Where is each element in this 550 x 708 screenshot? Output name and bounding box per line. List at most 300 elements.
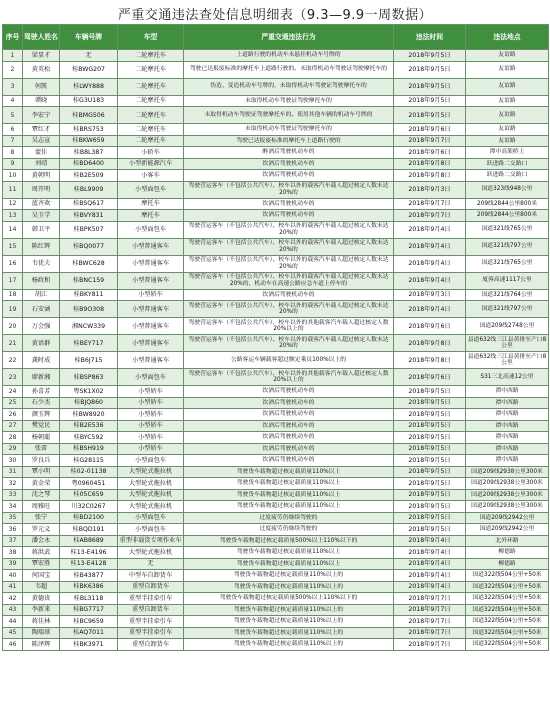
cell-location: 厦蓉高速1117公里 xyxy=(466,272,549,289)
cell-driver-name: 张雷 xyxy=(23,443,60,455)
cell-violation: 驾驶货车载物超过核定载质量110%以上 xyxy=(184,501,394,513)
table-row xyxy=(3,289,549,301)
cell-location: 国道322线504公里+50米 xyxy=(466,604,549,616)
cell-violation: 驾驶已达报废标准的摩托车上道路行驶的 xyxy=(184,135,394,147)
cell-time: 2018年9月5日 xyxy=(394,489,466,501)
cell-driver-name: 张宁 xyxy=(23,512,60,524)
cell-time: 2018年9月4日 xyxy=(394,535,466,547)
cell-violation: 驾驶营运客车（不包括公共汽车）、校车以外的载客汽车载人超过核定人数未达20%的 xyxy=(184,255,394,272)
cell-vehicle-type: 重型非载货专项作业车 xyxy=(118,535,184,547)
cell-vehicle-type: 小型轿车 xyxy=(118,386,184,398)
cell-time: 2018年9月4日 xyxy=(394,221,466,238)
cell-plate: 桂G3U183 xyxy=(60,95,118,107)
cell-plate: 桂BMG506 xyxy=(60,107,118,124)
cell-vehicle-type: 小型新能源汽车 xyxy=(118,158,184,170)
cell-time: 2018年9月4日 xyxy=(394,558,466,570)
cell-driver-name: 廖新湘 xyxy=(23,369,60,386)
table-row xyxy=(3,455,549,467)
cell-time: 2018年9月8日 xyxy=(394,352,466,369)
cell-plate: 桂BD2100 xyxy=(60,512,118,524)
cell-driver-name: 蒙佳 xyxy=(23,147,60,159)
cell-no: 8 xyxy=(3,147,23,159)
cell-violation: 饮酒后驾驶机动车的 xyxy=(184,443,394,455)
cell-no: 37 xyxy=(3,535,23,547)
cell-violation: 驾驶营运客车（不包括公共汽车）、校车以外的其他载客汽车载人超过核定人数20%以上的 xyxy=(184,369,394,386)
table-header-row xyxy=(3,25,549,50)
cell-plate: 桂05C659 xyxy=(60,489,118,501)
cell-violation: 驾驶已达报废标准的摩托车上道路行驶的、未取得机动车驾驶证驾驶摩托车的 xyxy=(184,61,394,78)
cell-violation: 驾驶货车载物超过核定载质量110%以上的 xyxy=(184,581,394,593)
cell-time: 2018年9月4日 xyxy=(394,570,466,582)
cell-time: 2018年9月5日 xyxy=(394,95,466,107)
cell-violation: 饮酒后驾驶机动车的 xyxy=(184,158,394,170)
cell-violation: 饮酒后驾驶机动车的 xyxy=(184,170,394,182)
table-row xyxy=(3,535,549,547)
cell-time: 2018年9月5日 xyxy=(394,432,466,444)
header-violation: 严重交通违法行为 xyxy=(184,25,394,50)
cell-violation: 驾驶营运客车（不包括公共汽车）、校车以外的载客汽车载人超过核定人数未达20%的、机动车在高速公路应急车道上停车的 xyxy=(184,272,394,289)
cell-location: 潭中西路 xyxy=(466,386,549,398)
cell-vehicle-type: 小型轿车 xyxy=(118,409,184,421)
cell-vehicle-type: 小型轿车 xyxy=(118,432,184,444)
cell-no: 42 xyxy=(3,593,23,605)
cell-violation: 驾驶营运客车（不包括公共汽车）、校车以外的载客汽车载人超过核定人数未达20%的 xyxy=(184,238,394,255)
table-row xyxy=(3,593,549,605)
cell-plate: 桂BPK507 xyxy=(60,221,118,238)
cell-no: 28 xyxy=(3,432,23,444)
table-row xyxy=(3,221,549,238)
header-no: 序号 xyxy=(3,25,23,50)
cell-time: 2018年9月4日 xyxy=(394,238,466,255)
cell-vehicle-type: 重型自卸货车 xyxy=(118,604,184,616)
cell-plate: 桂BQD191 xyxy=(60,524,118,536)
cell-location: 国道322线504公里+50米 xyxy=(466,581,549,593)
cell-location: 潭中西路 xyxy=(466,443,549,455)
cell-no: 12 xyxy=(3,198,23,210)
cell-plate: 桂BKY811 xyxy=(60,289,118,301)
cell-plate: 桂BWG207 xyxy=(60,61,118,78)
cell-violation: 饮酒后驾驶机动车的 xyxy=(184,210,394,222)
cell-violation: 驾驶货车载物超过核定载质量500%以上110%以下的 xyxy=(184,593,394,605)
cell-vehicle-type: 小轿车 xyxy=(118,147,184,159)
cell-violation: 饮酒后驾驶机动车的 xyxy=(184,409,394,421)
cell-no: 27 xyxy=(3,420,23,432)
cell-plate: 桂AQ7011 xyxy=(60,627,118,639)
header-time: 违法时间 xyxy=(394,25,466,50)
cell-no: 2 xyxy=(3,61,23,78)
cell-time: 2018年9月6日 xyxy=(394,147,466,159)
cell-violation: 饮酒后驾驶机动车的 xyxy=(184,198,394,210)
cell-vehicle-type: 小型轿车 xyxy=(118,397,184,409)
cell-plate: 桂B9O308 xyxy=(60,301,118,318)
cell-driver-name: 石安涵 xyxy=(23,301,60,318)
table-row xyxy=(3,335,549,352)
cell-plate: 桂BL9909 xyxy=(60,181,118,198)
cell-violation: 驾驶货车载物超过核定载质量110%以上 xyxy=(184,478,394,490)
violation-table xyxy=(2,24,549,651)
cell-no: 43 xyxy=(3,604,23,616)
cell-violation: 驾驶营运客车（不包括公共汽车）、校车以外的载客汽车载人超过核定人数未达20%的 xyxy=(184,181,394,198)
cell-driver-name: 胡江 xyxy=(23,289,60,301)
cell-location: 县道632线三江县黄排至产口8公里 xyxy=(466,335,549,352)
table-row xyxy=(3,170,549,182)
cell-violation: 过度疲劳仍继续驾驶的 xyxy=(184,524,394,536)
cell-location: 国道209线2938公里300米 xyxy=(466,478,549,490)
cell-time: 2018年9月5日 xyxy=(394,443,466,455)
cell-time: 2018年9月3日 xyxy=(394,289,466,301)
cell-driver-name: 黄朝明 xyxy=(23,170,60,182)
table-row xyxy=(3,627,549,639)
cell-vehicle-type: 大型轮式拖拉机 xyxy=(118,489,184,501)
cell-plate: 桂B8L387 xyxy=(60,147,118,159)
cell-vehicle-type: 小型普通客车 xyxy=(118,318,184,335)
cell-violation: 驾驶货车载物超过核定载质量110%以上 xyxy=(184,547,394,559)
cell-time: 2018年9月5日 xyxy=(394,386,466,398)
cell-plate: 桂BL3118 xyxy=(60,593,118,605)
cell-violation: 驾驶货车载物超过核定载质量110%以上的 xyxy=(184,616,394,628)
cell-vehicle-type: 大型轮式拖拉机 xyxy=(118,501,184,513)
table-row xyxy=(3,210,549,222)
cell-time: 2018年9月4日 xyxy=(394,255,466,272)
cell-plate: 桂BWC628 xyxy=(60,255,118,272)
cell-vehicle-type: 小型轿车 xyxy=(118,443,184,455)
cell-plate: 桂BC9659 xyxy=(60,616,118,628)
table-row xyxy=(3,616,549,628)
cell-no: 21 xyxy=(3,335,23,352)
cell-plate: 粤SK1X02 xyxy=(60,386,118,398)
cell-violation: 驾驶营运客车（不包括公共汽车）、校车以外的载客汽车载人超过核定人数未达20%的 xyxy=(184,221,394,238)
cell-plate: 桂BVY831 xyxy=(60,210,118,222)
cell-vehicle-type: 二轮摩托车 xyxy=(118,107,184,124)
table-row xyxy=(3,466,549,478)
cell-vehicle-type: 小型轿车 xyxy=(118,420,184,432)
cell-location: 友谊路 xyxy=(466,50,549,62)
cell-plate: 桂B6J715 xyxy=(60,352,118,369)
table-row xyxy=(3,318,549,335)
cell-location: 友谊路 xyxy=(466,107,549,124)
cell-time: 2018年9月6日 xyxy=(394,369,466,386)
table-row xyxy=(3,158,549,170)
cell-plate: 桂BJQ860 xyxy=(60,397,118,409)
cell-no: 22 xyxy=(3,352,23,369)
cell-plate: 桂BKW659 xyxy=(60,135,118,147)
cell-no: 46 xyxy=(3,639,23,651)
cell-vehicle-type: 二轮摩托车 xyxy=(118,124,184,136)
cell-time: 2018年9月8日 xyxy=(394,335,466,352)
cell-plate: 桂BSH919 xyxy=(60,443,118,455)
table-body xyxy=(3,50,549,651)
cell-driver-name: 韩卫平 xyxy=(23,221,60,238)
table-row xyxy=(3,397,549,409)
cell-driver-name: 樊觉民 xyxy=(23,420,60,432)
cell-driver-name: 陶瑞球 xyxy=(23,627,60,639)
cell-plate: 桂B2E509 xyxy=(60,170,118,182)
cell-plate: 桂02-01138 xyxy=(60,466,118,478)
cell-plate: 桂BSP863 xyxy=(60,369,118,386)
cell-time: 2018年9月5日 xyxy=(394,78,466,95)
table-row xyxy=(3,61,549,78)
cell-driver-name: 蒋洪武 xyxy=(23,547,60,559)
cell-time: 2018年9月7日 xyxy=(394,616,466,628)
cell-location: 国道322线504公里+50米 xyxy=(466,627,549,639)
cell-no: 10 xyxy=(3,170,23,182)
cell-plate: 桂BYC592 xyxy=(60,432,118,444)
cell-plate: 粤0960451 xyxy=(60,478,118,490)
cell-time: 2018年9月4日 xyxy=(394,547,466,559)
cell-vehicle-type: 重型半挂牵引车 xyxy=(118,616,184,628)
cell-no: 41 xyxy=(3,581,23,593)
cell-plate: 桂BD6400 xyxy=(60,158,118,170)
cell-no: 1 xyxy=(3,50,23,62)
cell-vehicle-type: 重型半挂牵引车 xyxy=(118,627,184,639)
cell-violation: 醉酒后驾驶机动车的 xyxy=(184,147,394,159)
cell-violation: 公路客运车辆载客超过额定乘员100%以上的 xyxy=(184,352,394,369)
cell-no: 25 xyxy=(3,397,23,409)
cell-no: 4 xyxy=(3,95,23,107)
cell-time: 2018年9月5日 xyxy=(394,107,466,124)
cell-location: 潭中西路 xyxy=(466,455,549,467)
cell-time: 2018年9月5日 xyxy=(394,409,466,421)
cell-driver-name: 万会强 xyxy=(23,318,60,335)
cell-vehicle-type: 二轮摩托车 xyxy=(118,61,184,78)
table-row xyxy=(3,198,549,210)
table-row xyxy=(3,512,549,524)
cell-driver-name: 覃宏胜 xyxy=(23,558,60,570)
table-row xyxy=(3,639,549,651)
table-row xyxy=(3,432,549,444)
cell-no: 19 xyxy=(3,301,23,318)
cell-location: 国道209线2938公里300米 xyxy=(466,466,549,478)
cell-no: 32 xyxy=(3,478,23,490)
cell-plate: 桂BSQ617 xyxy=(60,198,118,210)
cell-location: 209线2844公里800米 xyxy=(466,198,549,210)
cell-driver-name: 黄金荣 xyxy=(23,478,60,490)
cell-location: 209线2844公里800米 xyxy=(466,210,549,222)
cell-time: 2018年9月5日 xyxy=(394,50,466,62)
cell-violation: 饮酒后驾驶机动车的 xyxy=(184,420,394,432)
cell-location: 国道321线765公里 xyxy=(466,221,549,238)
cell-plate: 桂BK6386 xyxy=(60,581,118,593)
cell-time: 2018年9月5日 xyxy=(394,420,466,432)
table-row xyxy=(3,107,549,124)
cell-location: 潭中高架桥上 xyxy=(466,147,549,159)
cell-location: 跃进路二交路口 xyxy=(466,170,549,182)
cell-no: 29 xyxy=(3,443,23,455)
table-row xyxy=(3,420,549,432)
cell-vehicle-type: 重型半挂牵引车 xyxy=(118,593,184,605)
cell-location: 柳德路 xyxy=(466,558,549,570)
cell-no: 26 xyxy=(3,409,23,421)
cell-driver-name: 蒋佳林 xyxy=(23,616,60,628)
cell-no: 15 xyxy=(3,238,23,255)
cell-location: 国道209线2938公里300米 xyxy=(466,501,549,513)
cell-location: 国道322线504公里+50米 xyxy=(466,616,549,628)
cell-violation: 饮酒后驾驶机动车的 xyxy=(184,397,394,409)
cell-location: 国道321线797公里 xyxy=(466,301,549,318)
cell-plate: 无 xyxy=(60,50,118,62)
cell-time: 2018年9月5日 xyxy=(394,501,466,513)
cell-violation: 驾驶营运客车（不包括公共汽车）、校车以外的载客汽车载人超过核定人数未达20%的 xyxy=(184,301,394,318)
cell-driver-name: 杨政和 xyxy=(23,272,60,289)
cell-no: 13 xyxy=(3,210,23,222)
cell-plate: 桂BNC159 xyxy=(60,272,118,289)
cell-vehicle-type: 小型普通客车 xyxy=(118,352,184,369)
table-row xyxy=(3,558,549,570)
cell-driver-name: 孙喜芳 xyxy=(23,386,60,398)
cell-violation: 驾驶货车载物超过核定载质量500%以上110%以下的 xyxy=(184,535,394,547)
cell-driver-name: 罗良兵 xyxy=(23,455,60,467)
cell-violation: 驾驶货车载物超过核定载质量110%以上的 xyxy=(184,627,394,639)
cell-vehicle-type: 小型面包车 xyxy=(118,524,184,536)
cell-location: 潭中西路 xyxy=(466,432,549,444)
cell-time: 2018年9月5日 xyxy=(394,61,466,78)
cell-plate: 湘NCW339 xyxy=(60,318,118,335)
cell-vehicle-type: 小型普通客车 xyxy=(118,272,184,289)
cell-time: 2018年9月6日 xyxy=(394,318,466,335)
cell-time: 2018年9月5日 xyxy=(394,512,466,524)
cell-vehicle-type: 小型普通客车 xyxy=(118,335,184,352)
cell-driver-name: 韦优夫 xyxy=(23,255,60,272)
cell-vehicle-type: 大型轮式拖拉机 xyxy=(118,478,184,490)
cell-time: 2018年9月3日 xyxy=(394,181,466,198)
cell-violation: 伪造、变造机动车号牌的、未取得机动车驾驶证驾驶摩托车的 xyxy=(184,78,394,95)
cell-violation: 未取得机动车驾驶证驾驶摩托车的 xyxy=(184,95,394,107)
table-row xyxy=(3,369,549,386)
cell-driver-name: 刘靖 xyxy=(23,158,60,170)
table-row xyxy=(3,501,549,513)
cell-time: 2018年9月5日 xyxy=(394,397,466,409)
cell-violation: 驾驶营运客车（不包括公共汽车）、校车以外的载客汽车载人超过核定人数未达20%的 xyxy=(184,335,394,352)
cell-no: 7 xyxy=(3,135,23,147)
cell-violation: 驾驶货车载物超过核定载质量110%以上的 xyxy=(184,570,394,582)
table-row xyxy=(3,238,549,255)
table-row xyxy=(3,604,549,616)
cell-violation: 饮酒后驾驶机动车的 xyxy=(184,432,394,444)
cell-time: 2018年9月7日 xyxy=(394,210,466,222)
cell-no: 31 xyxy=(3,466,23,478)
cell-driver-name: 陈泽辉 xyxy=(23,639,60,651)
page-title: 严重交通违法查处信息明细表（9.3—9.9一周数据） xyxy=(117,8,433,23)
cell-location: 友谊路 xyxy=(466,135,549,147)
cell-no: 39 xyxy=(3,558,23,570)
table-row xyxy=(3,547,549,559)
cell-time: 2018年9月4日 xyxy=(394,272,466,289)
cell-time: 2018年9月4日 xyxy=(394,581,466,593)
cell-no: 36 xyxy=(3,524,23,536)
cell-driver-name: 覃小明 xyxy=(23,466,60,478)
cell-driver-name: 梁显才 xyxy=(23,50,60,62)
cell-plate: 桂BG7717 xyxy=(60,604,118,616)
cell-location: 潭中西路 xyxy=(466,420,549,432)
cell-location: 跃进路二交路口 xyxy=(466,158,549,170)
cell-violation: 驾驶货车载物超过核定载质量110%以上 xyxy=(184,466,394,478)
table-row xyxy=(3,409,549,421)
cell-vehicle-type: 二轮摩托车 xyxy=(118,135,184,147)
table-row xyxy=(3,352,549,369)
table-row xyxy=(3,272,549,289)
cell-no: 33 xyxy=(3,489,23,501)
cell-driver-name: 谭晓 xyxy=(23,95,60,107)
table-row xyxy=(3,78,549,95)
cell-no: 17 xyxy=(3,272,23,289)
cell-vehicle-type: 重型自卸货车 xyxy=(118,639,184,651)
cell-vehicle-type: 大型轮式拖拉机 xyxy=(118,466,184,478)
cell-no: 34 xyxy=(3,501,23,513)
cell-vehicle-type: 小型面包车 xyxy=(118,181,184,198)
cell-violation: 驾驶货车载物超过核定载质量110%以上 xyxy=(184,558,394,570)
cell-violation: 驾驶货车载物超过核定载质量110%以上 xyxy=(184,489,394,501)
cell-driver-name: 周雅旺 xyxy=(23,501,60,513)
cell-vehicle-type: 小型轿车 xyxy=(118,289,184,301)
cell-plate: 桂BEY717 xyxy=(60,335,118,352)
cell-no: 30 xyxy=(3,455,23,467)
cell-violation: 过度疲劳仍继续驾驶的 xyxy=(184,512,394,524)
cell-no: 35 xyxy=(3,512,23,524)
cell-violation: 上道路行驶的机动车未悬挂机动车号牌的 xyxy=(184,50,394,62)
cell-no: 18 xyxy=(3,289,23,301)
cell-no: 16 xyxy=(3,255,23,272)
cell-vehicle-type: 摩托车 xyxy=(118,198,184,210)
cell-time: 2018年9月4日 xyxy=(394,301,466,318)
cell-vehicle-type: 重型自卸货车 xyxy=(118,581,184,593)
cell-plate: 桂AB8689 xyxy=(60,535,118,547)
table-row xyxy=(3,147,549,159)
cell-driver-name: 杨朝聪 xyxy=(23,432,60,444)
cell-no: 3 xyxy=(3,78,23,95)
table-row xyxy=(3,301,549,318)
cell-time: 2018年9月7日 xyxy=(394,627,466,639)
table-row xyxy=(3,581,549,593)
cell-location: 国道209线2938公里300米 xyxy=(466,489,549,501)
cell-location: 国道209线2748公里 xyxy=(466,318,549,335)
cell-location: 北外环路 xyxy=(466,535,549,547)
cell-plate: 桂B2E536 xyxy=(60,420,118,432)
cell-location: 国道321线765公里 xyxy=(466,255,549,272)
cell-no: 5 xyxy=(3,107,23,124)
table-row xyxy=(3,124,549,136)
cell-time: 2018年9月5日 xyxy=(394,524,466,536)
cell-vehicle-type: 小型面包车 xyxy=(118,221,184,238)
table-row xyxy=(3,386,549,398)
table-row xyxy=(3,570,549,582)
cell-no: 40 xyxy=(3,570,23,582)
cell-violation: 饮酒后驾驶机动车的 xyxy=(184,455,394,467)
cell-violation: 未取得机动车驾驶证驾驶摩托车的、使用其他车辆的机动车号牌的 xyxy=(184,107,394,124)
cell-location: 友谊路 xyxy=(466,61,549,78)
cell-time: 2018年9月5日 xyxy=(394,455,466,467)
header-vehicle-type: 车型 xyxy=(118,25,184,50)
cell-driver-name: 蓝齐欢 xyxy=(23,198,60,210)
cell-no: 45 xyxy=(3,627,23,639)
table-row xyxy=(3,95,549,107)
cell-vehicle-type: 中型车自卸货车 xyxy=(118,570,184,582)
cell-no: 24 xyxy=(3,386,23,398)
cell-violation: 驾驶货车载物超过核定载质量110%以上的 xyxy=(184,604,394,616)
cell-vehicle-type: 小型面包车 xyxy=(118,455,184,467)
cell-driver-name: 石少杰 xyxy=(23,397,60,409)
cell-driver-name: 何国宝 xyxy=(23,570,60,582)
cell-location: 国道322线504公里+50米 xyxy=(466,570,549,582)
cell-time: 2018年9月7日 xyxy=(394,198,466,210)
cell-plate: 桂B43877 xyxy=(60,570,118,582)
cell-driver-name: 李宏宁 xyxy=(23,107,60,124)
cell-time: 2018年9月7日 xyxy=(394,135,466,147)
cell-driver-name: 颜玉辉 xyxy=(23,409,60,421)
header-plate: 车辆号牌 xyxy=(60,25,118,50)
cell-location: 潭中西路 xyxy=(466,409,549,421)
cell-vehicle-type: 小型普通客车 xyxy=(118,238,184,255)
cell-violation: 驾驶营运客车（不包括公共汽车）、校车以外的其他载客汽车载人超过核定人数20%以上的 xyxy=(184,318,394,335)
